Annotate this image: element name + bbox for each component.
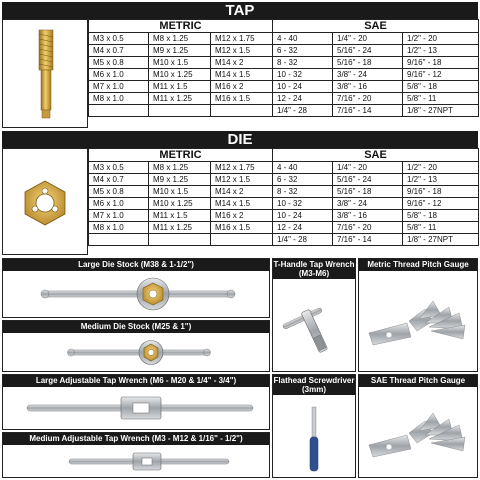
table-cell: 10 - 32	[273, 198, 333, 210]
table-cell: M8 x 1.25	[149, 162, 211, 174]
table-cell: 10 - 24	[273, 210, 333, 222]
table-cell: M12 x 1.75	[211, 33, 273, 45]
table-cell: 6 - 32	[273, 174, 333, 186]
die-section-title: DIE	[2, 131, 478, 148]
table-cell: M10 x 1.25	[149, 69, 211, 81]
table-cell: M14 x 2	[211, 57, 273, 69]
table-cell: 3/8" - 24	[333, 198, 403, 210]
table-cell: M7 x 1.0	[89, 81, 149, 93]
tap-table	[88, 19, 479, 117]
table-cell: M10 x 1.5	[149, 57, 211, 69]
table-cell: 5/8" - 11	[403, 93, 479, 105]
table-cell: 5/8" - 18	[403, 210, 479, 222]
table-cell: M3 x 0.5	[89, 162, 149, 174]
table-row	[89, 105, 479, 117]
medium-die-stock-panel	[2, 320, 270, 372]
table-cell: M16 x 1.5	[211, 222, 273, 234]
table-cell: M4 x 0.7	[89, 174, 149, 186]
sae-gauge-icon	[359, 387, 477, 477]
sae-thread-pitch-gauge-panel	[358, 374, 478, 478]
table-cell: M16 x 2	[211, 81, 273, 93]
table-cell: 10 - 24	[273, 81, 333, 93]
table-cell	[149, 234, 211, 246]
die-metric-header: METRIC	[89, 149, 273, 162]
large-die-stock-title: Large Die Stock (M38 & 1-1/2")	[3, 259, 269, 271]
large-die-stock-panel	[2, 258, 270, 318]
table-cell: M14 x 1.5	[211, 69, 273, 81]
table-cell: M14 x 1.5	[211, 198, 273, 210]
table-cell: 3/8" - 16	[333, 81, 403, 93]
table-cell: 1/2" - 13	[403, 45, 479, 57]
die-table	[88, 148, 479, 246]
table-cell: M11 x 1.25	[149, 222, 211, 234]
medium-tap-wrench-title: Medium Adjustable Tap Wrench (M3 - M12 & 1/16" - 1/2")	[3, 433, 269, 445]
table-cell: M5 x 0.8	[89, 57, 149, 69]
table-cell: 7/16" - 14	[333, 234, 403, 246]
table-cell: 4 - 40	[273, 162, 333, 174]
table-row	[89, 69, 479, 81]
table-cell: 8 - 32	[273, 186, 333, 198]
flathead-screwdriver-icon	[273, 395, 355, 477]
table-cell: M8 x 1.25	[149, 33, 211, 45]
table-cell: 1/8" - 27NPT	[403, 105, 479, 117]
table-cell: 1/4" - 28	[273, 234, 333, 246]
table-cell: 9/16" - 18	[403, 57, 479, 69]
tap-table-body	[89, 33, 479, 117]
table-cell: 5/16" - 24	[333, 174, 403, 186]
t-handle-title-line1: T-Handle Tap Wrench	[273, 260, 355, 269]
table-cell: 12 - 24	[273, 93, 333, 105]
table-cell	[89, 105, 149, 117]
table-row	[89, 93, 479, 105]
table-row	[89, 222, 479, 234]
table-cell: M12 x 1.5	[211, 45, 273, 57]
table-cell: 1/2" - 20	[403, 162, 479, 174]
table-cell	[211, 105, 273, 117]
screwdriver-title-line2: (3mm)	[301, 385, 326, 394]
table-cell: M9 x 1.25	[149, 45, 211, 57]
table-row	[89, 45, 479, 57]
table-cell: 5/16" - 18	[333, 186, 403, 198]
table-cell: M10 x 1.5	[149, 186, 211, 198]
table-cell: M7 x 1.0	[89, 210, 149, 222]
table-row	[89, 210, 479, 222]
table-row	[89, 186, 479, 198]
table-cell: 5/16" - 24	[333, 45, 403, 57]
table-cell: 7/16" - 20	[333, 93, 403, 105]
die-table-body	[89, 162, 479, 246]
table-cell: M6 x 1.0	[89, 69, 149, 81]
metric-thread-pitch-gauge-panel	[358, 258, 478, 372]
large-tap-wrench-icon	[3, 387, 269, 429]
die-image-box	[2, 148, 88, 255]
table-cell: 4 - 40	[273, 33, 333, 45]
table-cell: M11 x 1.5	[149, 81, 211, 93]
screwdriver-title	[273, 375, 355, 395]
table-cell: M10 x 1.25	[149, 198, 211, 210]
table-cell: 3/8" - 16	[333, 210, 403, 222]
table-row	[89, 33, 479, 45]
table-cell: M11 x 1.25	[149, 93, 211, 105]
flathead-screwdriver-panel	[272, 374, 356, 478]
table-cell: M8 x 1.0	[89, 222, 149, 234]
table-cell: 1/4" - 28	[273, 105, 333, 117]
tap-icon	[3, 20, 87, 127]
table-cell	[149, 105, 211, 117]
table-cell: 9/16" - 12	[403, 198, 479, 210]
table-cell: 9/16" - 18	[403, 186, 479, 198]
die-sae-header: SAE	[273, 149, 479, 162]
medium-die-stock-icon	[3, 333, 269, 371]
table-cell: 3/8" - 24	[333, 69, 403, 81]
table-cell: 12 - 24	[273, 222, 333, 234]
table-cell: M16 x 2	[211, 210, 273, 222]
table-cell: 1/8" - 27NPT	[403, 234, 479, 246]
large-die-stock-icon	[3, 271, 269, 317]
tap-metric-header: METRIC	[89, 20, 273, 33]
table-cell: 5/8" - 11	[403, 222, 479, 234]
table-cell: 1/2" - 13	[403, 174, 479, 186]
t-handle-title-line2: (M3-M6)	[298, 269, 330, 278]
table-row	[89, 234, 479, 246]
table-cell	[89, 234, 149, 246]
table-cell: 9/16" - 12	[403, 69, 479, 81]
table-cell: M8 x 1.0	[89, 93, 149, 105]
table-cell: 7/16" - 20	[333, 222, 403, 234]
table-cell: 1/2" - 20	[403, 33, 479, 45]
table-row	[89, 162, 479, 174]
t-handle-wrench-icon	[273, 279, 355, 371]
metric-gauge-icon	[359, 271, 477, 371]
table-cell: 8 - 32	[273, 57, 333, 69]
table-cell	[211, 234, 273, 246]
sae-gauge-title: SAE Thread Pitch Gauge	[359, 375, 477, 387]
table-row	[89, 81, 479, 93]
table-row	[89, 174, 479, 186]
table-cell: M4 x 0.7	[89, 45, 149, 57]
tap-image-box	[2, 19, 88, 128]
metric-gauge-title: Metric Thread Pitch Gauge	[359, 259, 477, 271]
table-cell: 6 - 32	[273, 45, 333, 57]
table-cell: M14 x 2	[211, 186, 273, 198]
large-tap-wrench-title: Large Adjustable Tap Wrench (M6 - M20 & 1/4" - 3/4")	[3, 375, 269, 387]
table-row	[89, 57, 479, 69]
t-handle-tap-wrench-panel	[272, 258, 356, 372]
tap-section-title: TAP	[2, 2, 478, 19]
table-cell: 5/16" - 18	[333, 57, 403, 69]
screwdriver-title-line1: Flathead Screwdriver	[273, 376, 355, 385]
table-cell: 10 - 32	[273, 69, 333, 81]
table-cell: 1/4" - 20	[333, 33, 403, 45]
table-cell: M12 x 1.75	[211, 162, 273, 174]
t-handle-title	[273, 259, 355, 279]
table-cell: M11 x 1.5	[149, 210, 211, 222]
medium-die-stock-title: Medium Die Stock (M25 & 1")	[3, 321, 269, 333]
table-cell: 5/8" - 18	[403, 81, 479, 93]
table-cell: M5 x 0.8	[89, 186, 149, 198]
medium-tap-wrench-icon	[3, 445, 269, 477]
table-cell: M9 x 1.25	[149, 174, 211, 186]
table-cell: 7/16" - 14	[333, 105, 403, 117]
medium-tap-wrench-panel	[2, 432, 270, 478]
table-cell: M16 x 1.5	[211, 93, 273, 105]
table-cell: M6 x 1.0	[89, 198, 149, 210]
large-tap-wrench-panel	[2, 374, 270, 430]
table-cell: M12 x 1.5	[211, 174, 273, 186]
die-icon	[3, 149, 87, 254]
table-cell: 1/4" - 20	[333, 162, 403, 174]
tap-sae-header: SAE	[273, 20, 479, 33]
table-cell: M3 x 0.5	[89, 33, 149, 45]
table-row	[89, 198, 479, 210]
